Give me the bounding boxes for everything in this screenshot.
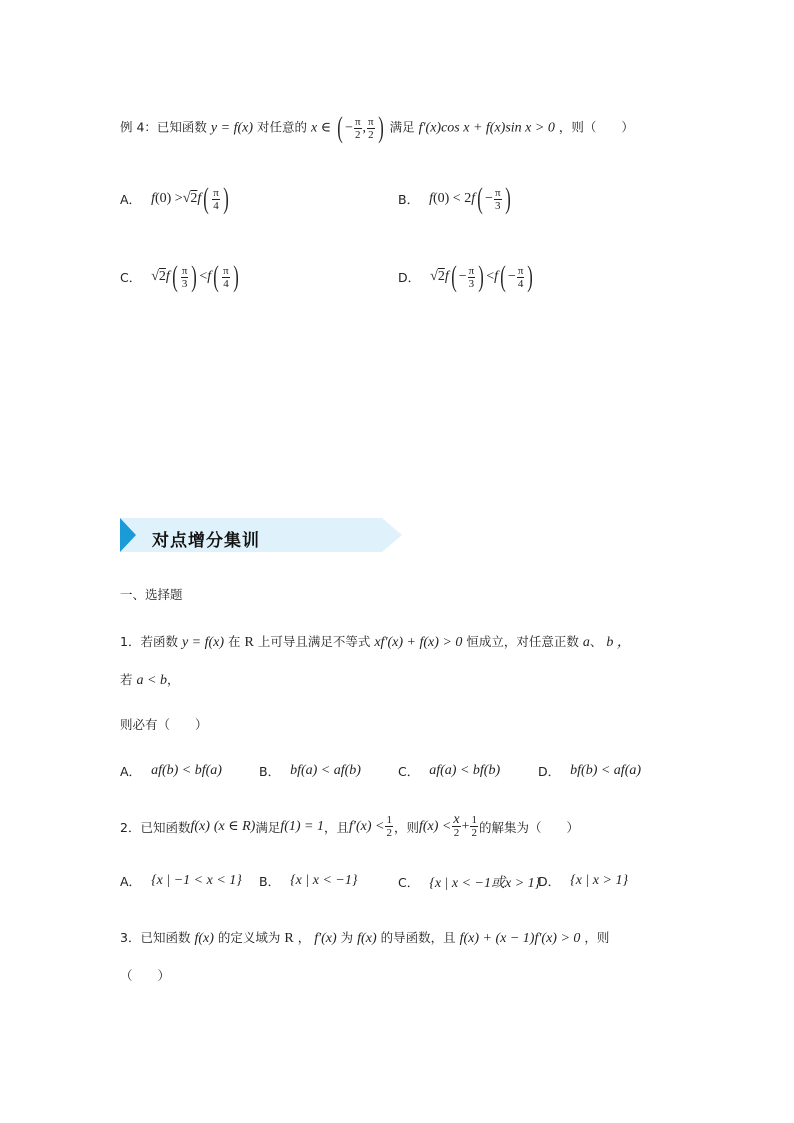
q2-option-d[interactable]: D． {x | x > 1} bbox=[538, 873, 629, 889]
example4-option-a[interactable]: A． f (0) > √2 f ( $\frac{\pi}{4}$ ) bbox=[120, 182, 229, 215]
q1-option-c[interactable]: C． af(a) < bf(b) bbox=[398, 763, 501, 779]
math-condition: f′(x)cos x + f(x)sin x > 0 bbox=[418, 120, 555, 136]
q2-stem: 2．已知函数 f(x) (x ∈ R) 满足 f(1) = 1 ，且 f′(x) < $\frac{1}{2}$ ，则 f(x) < $\frac{x}{2}$ + $\frac{1}{2}$ 的解集为（ ） bbox=[120, 812, 579, 839]
example4-stem: 例 4：已知函数 y = f(x) 对任意的 x ∈ ( − $\frac{\pi}{2}$ , $\frac{\pi}{2}$ ) 满足 f′(x)cos x + f(x)sin x > 0 ，则（ ） bbox=[120, 111, 634, 144]
q1-stem-line1: 1．若函数 y = f(x) 在 R 上可导且满足不等式 xf′(x) + f(x) > 0 恒成立，对任意正数 a、 b ， bbox=[120, 634, 631, 650]
q1-stem-line3: 则必有（ ） bbox=[120, 717, 208, 732]
example4-option-c[interactable]: C． √2 f ( $\frac{\pi}{3}$ ) < f ( $\frac{\pi}{4}$ ) bbox=[120, 260, 239, 293]
q1-option-b[interactable]: B． bf(a) < af(b) bbox=[259, 763, 361, 779]
example4-option-b[interactable]: B． f (0) < 2 f ( − $\frac{\pi}{3}$ ) bbox=[398, 182, 511, 215]
q3-answer-paren: （ ） bbox=[120, 968, 171, 983]
q2-option-c[interactable]: C． {x | x < −1或x > 1} bbox=[398, 875, 541, 891]
q2-option-a[interactable]: A． {x | −1 < x < 1} bbox=[120, 873, 242, 889]
q1-stem-line2: 若 a < b， bbox=[120, 672, 180, 688]
section-banner bbox=[120, 518, 402, 552]
example4-option-d[interactable]: D． √2 f ( − $\frac{\pi}{3}$ ) < f ( − $\frac{\pi}{4}$ ) bbox=[398, 260, 534, 293]
math-x-in: x ∈ bbox=[311, 120, 332, 136]
q1-option-a[interactable]: A． af(b) < bf(a) bbox=[120, 763, 222, 779]
banner-title: 对点增分集训 bbox=[152, 531, 260, 551]
q2-option-b[interactable]: B． {x | x < −1} bbox=[259, 873, 358, 889]
q1-option-d[interactable]: D． bf(b) < af(a) bbox=[538, 763, 642, 779]
section-heading: 一、选择题 bbox=[120, 587, 183, 602]
example4-label: 例 4：已知函数 bbox=[120, 119, 207, 135]
q3-stem: 3．已知函数 f(x) 的定义域为 R ， f′(x) 为 f(x) 的导函数，且 f(x) + (x − 1)f′(x) > 0 ，则 bbox=[120, 930, 610, 946]
math-y-eq-fx: y = f(x) bbox=[210, 120, 254, 136]
